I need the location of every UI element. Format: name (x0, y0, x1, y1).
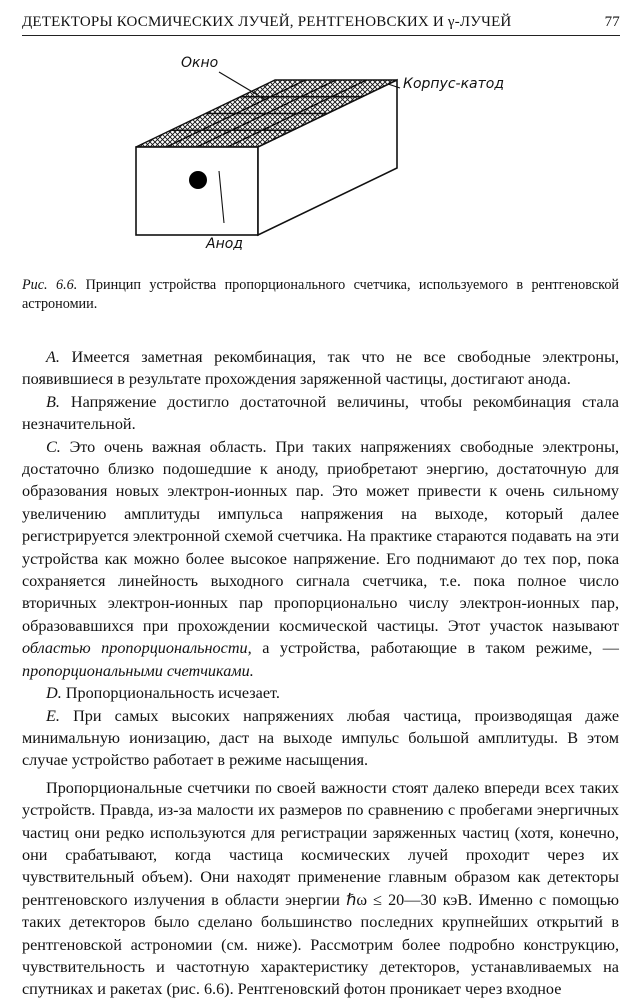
page-number: 77 (604, 14, 620, 30)
label-cathode: Корпус-катод (403, 76, 505, 92)
anode-dot (189, 171, 207, 189)
figure-proportional-counter (120, 52, 520, 267)
item-e-mark: E. (46, 706, 60, 725)
running-header (22, 14, 620, 36)
item-b-mark: B. (46, 392, 60, 411)
running-title: ДЕТЕКТОРЫ КОСМИЧЕСКИХ ЛУЧЕЙ, РЕНТГЕНОВСКИХ И γ-ЛУЧЕЙ (22, 14, 512, 30)
item-a-mark: A. (46, 348, 60, 366)
front-face (136, 147, 258, 235)
label-window: Окно (181, 55, 219, 71)
caption-number: Рис. 6.6. (22, 277, 78, 293)
item-c-term-1: областью пропорциональности, (22, 639, 252, 658)
item-e-text: При самых высоких напряжениях любая частица, производящая даже минимальную ионизацию, даст на выходе импульс большой амплитуды. В этом случае устройство работает в режиме насыщения. (22, 706, 619, 770)
caption-text: Принцип устройства пропорционального счетчика, используемого в рентгеновской астрономии. (22, 277, 620, 312)
item-c-mark: C. (46, 437, 61, 456)
label-anode: Анод (206, 236, 243, 252)
item-c-term-2: пропорциональными счетчиками. (22, 661, 254, 680)
item-e (22, 705, 619, 772)
item-a-text: Имеется заметная рекомбинация, так что не все свободные электроны, появившиеся в результате прохождения заряженной частицы, достигают анода. (22, 348, 620, 389)
item-d-mark: D. (46, 684, 62, 703)
figure-caption (22, 276, 619, 314)
paragraph-2 (22, 777, 619, 1001)
item-c (22, 436, 619, 682)
item-c-text-2: а устройства, работающие в таком режиме, — (262, 639, 619, 658)
item-a (22, 346, 619, 391)
item-c-text-1: Это очень важная область. При таких напряжениях свободные электроны, достаточно близко подошедшие к аноду, приобретают энергию, достаточную для образования новых электрон-ионных пар. Это может привести к очень сильному увеличению амплитуды импульса напряжения на выходе, который далее регистрируется электронной схемой счетчика. На практике стараются подавать на эти устройства как можно более высокое напряжение. Его поднимают до тех пор, пока сохраняется линейность выходного сигнала счетчика, т.е. пока полное число вторичных электрон-ионных пар пропорционально числу электрон-ионных пар, образовавшихся при прохождении космической частицы. Этот участок называют (22, 437, 619, 635)
item-d-text: Пропорциональность исчезает. (65, 684, 280, 703)
item-b (22, 391, 619, 436)
item-d (22, 682, 619, 704)
body-text (22, 341, 619, 1001)
item-b-text: Напряжение достигло достаточной величины, чтобы рекомбинация стала незначительной. (22, 392, 619, 434)
paragraph-2-text: Пропорциональные счетчики по своей важности стоят далеко впереди всех таких устройств. Правда, из-за малости их размеров по сравнению с пробегами энергичных частиц они редко используются для регистрации заряженных частиц (хотя, конечно, они срабатывают, когда частица космических лучей проходит через их чувствительный объем). Они находят применение главным образом как детекторы рентгеновского излучения в области энергии ℏω ≤ 20—30 кэВ. Именно с помощью таких детекторов было сделано большинство последних крупнейших открытий в рентгеновской астрономии (см. ниже). Рассмотрим более подробно конструкцию, чувствительность и частотную характеристику детекторов, устанавливаемых на спутниках и ракетах (рис. 6.6). Рентгеновский фотон проникает через входное (22, 778, 619, 999)
header-rule (22, 35, 620, 36)
